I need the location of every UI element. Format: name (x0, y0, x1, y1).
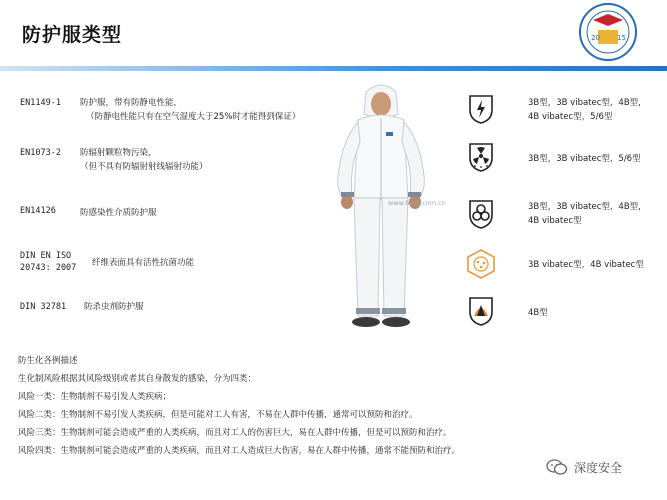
description-line: 防感染性介质防护服 (80, 208, 157, 218)
row-description (92, 256, 194, 270)
suit-types (528, 258, 644, 272)
notes-line: 生化制风险根据其风险级别或者其自身散发的感染，分为四类： (18, 374, 257, 384)
standard-code: DIN 32781 (20, 302, 67, 312)
brand-label: 深度安全 (574, 460, 623, 475)
description-line: 防杀虫剂防护服 (84, 302, 144, 312)
notes-section (18, 352, 460, 460)
standard-code-line: 20743: 2007 (20, 263, 77, 273)
antibacterial-icon (466, 249, 496, 279)
row-description (80, 96, 300, 124)
standard-code-line: DIN EN ISO (20, 251, 72, 261)
wechat-icon (546, 458, 568, 476)
description-line: 防辐射颗粒物污染， (80, 148, 157, 158)
page-title: 防护服类型 (22, 24, 123, 46)
notes-line: 风险一类：生物制剂不易引发人类疾病； (18, 392, 172, 402)
notes-line: 风险三类：生物制剂可能会造成严重的人类疾病，而且对工人的伤害巨大，易在人群中传播，但是可以预防和治疗。 (18, 428, 452, 438)
description-line: 纤维表面具有活性抗菌功能 (92, 258, 195, 268)
standard-code: EN1149-1 (20, 98, 61, 108)
notes-line: 风险二类：生物制剂不易引发人类疾病，但是可能对工人有害，不易在人群中传播，通常可以预防和治疗。 (18, 410, 418, 420)
logo-year-right: 15 (617, 34, 626, 42)
types-line: 4B vibatec型 (528, 216, 582, 226)
description-line: 防护服，带有防静电性能， (80, 98, 183, 108)
header-divider (0, 66, 667, 71)
description-line: （但不具有防辐射射线辐射功能） (80, 162, 208, 172)
types-line: 3B vibatec型，4B vibatec型 (528, 260, 644, 270)
types-line: 3B型，3B vibatec型，5/6型 (528, 154, 641, 164)
row-description (80, 206, 157, 220)
suit-types (528, 96, 647, 124)
types-line: 4B vibatec型，5/6型 (528, 112, 613, 122)
brand-mark (546, 456, 622, 478)
pesticide-icon (468, 296, 494, 326)
types-line: 4B型 (528, 308, 548, 318)
types-line: 3B型，3B vibatec型，4B型， (528, 98, 647, 108)
notes-heading: 防生化各例描述 (18, 356, 78, 366)
row-description (80, 146, 208, 174)
standard-code: EN1073-2 (20, 148, 61, 158)
suit-types (528, 306, 548, 320)
description-line: （防静电性能只有在空气湿度大于25%时才能得到保证） (86, 112, 301, 122)
row-description (84, 300, 144, 314)
notes-line: 风险四类：生物制剂可能会造成严重的人类疾病，而且对工人造成巨大伤害，易在人群中传播，通常不能预防和治疗。 (18, 446, 461, 456)
types-line: 3B型，3B vibatec型，4B型， (528, 202, 647, 212)
suit-types (528, 152, 641, 166)
standard-code: EN14126 (20, 206, 56, 216)
static-hazard-icon (468, 94, 494, 124)
biohazard-icon (468, 199, 494, 229)
standard-code (20, 250, 76, 274)
university-seal-icon (578, 2, 638, 62)
watermark: www.hzsk.com.cn (388, 199, 446, 207)
radiation-particle-icon (468, 142, 494, 172)
suit-types (528, 200, 647, 228)
logo-year-left: 20 (591, 34, 600, 42)
header (0, 0, 667, 64)
